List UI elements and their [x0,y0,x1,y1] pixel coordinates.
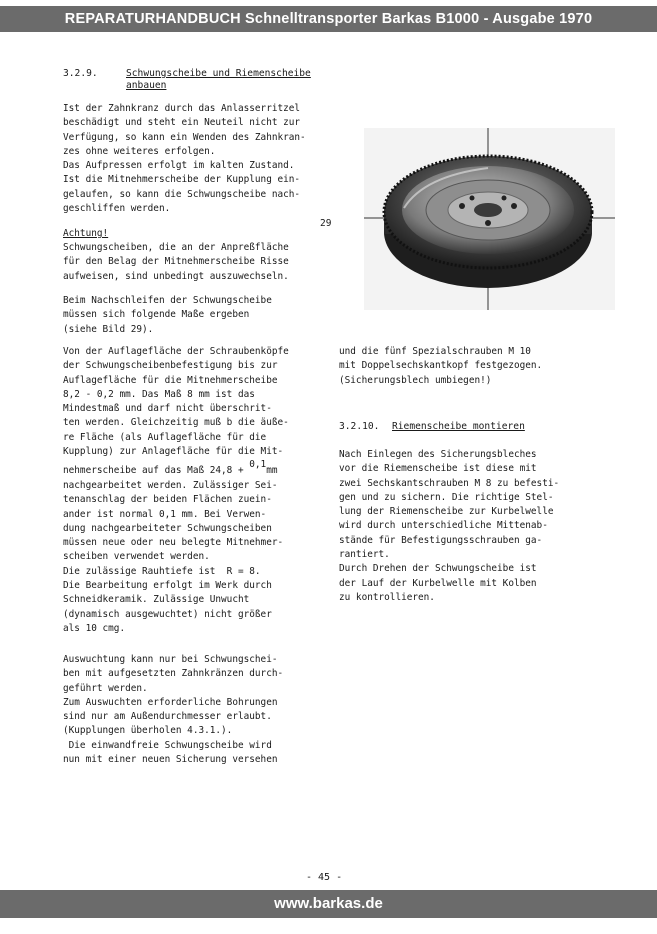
paragraph-masse-cont: nachgearbeitet werden. Zulässiger Sei- tenanschlag der beiden Flächen zuein- ander ist normal 0,1 mm. Bei Verwen- dung nachgearbeiteter Schwungscheiben müssen neue oder neu belegte Mitnehmer- scheiben verwendet werden. Die zulässige Rauhtiefe ist R = 8. Die Bearbeitung erfolgt im Werk durch Schneidkeramik. Zulässige Unwucht (dynamisch ausgewuchtet) nicht größer als 10 cmg. [63,480,284,634]
paragraph-zahnkranz: Ist der Zahnkranz durch das Anlasserritzel beschädigt und steht ein Neuteil nicht zur Verfügung, so kann ein Wenden des Zahnkran- zes ohne weiteres erfolgen. Das Aufpressen erfolgt im kalten Zustand. Ist die Mitnehmerscheibe der Kupplung ein- gelaufen, so kann die Schwungscheibe nach- geschliffen werden. [63,103,306,215]
header-banner [0,6,657,32]
section-title-3210: Riemenscheibe montieren [392,421,525,432]
section-number-3210: 3.2.10. [339,421,380,432]
page-number: - 45 - [306,872,343,883]
paragraph-nachschleifen: Beim Nachschleifen der Schwungscheibe müssen sich folgende Maße ergeben (siehe Bild 29). [63,295,272,335]
formula-text: nehmerscheibe auf das Maß 24,8 + [63,465,250,476]
footer-url[interactable]: www.barkas.de [274,895,383,912]
formula-unit: mm [266,465,278,476]
figure-number: 29 [320,218,332,229]
header-title: REPARATURHANDBUCH Schnelltransporter Barkas B1000 - Ausgabe 1970 [64,11,593,27]
paragraph-schrauben: und die fünf Spezialschrauben M 10 mit Doppelsechskantkopf festgezogen. (Sicherungsblech umbiegen!) [339,346,543,386]
warning-label: Achtung! [63,228,109,239]
paragraph-riemenscheibe: Nach Einlegen des Sicherungsbleches vor die Riemenscheibe ist diese mit zwei Sechskantschrauben M 8 zu befesti- gen und zu sichern. Die richtige Stel- lung der Riemenscheibe zur Kurbelwelle wird durch unterschiedliche Mittenab- stände für Befestigungsschrauben ga- rantiert. Durch Drehen der Schwungscheibe ist der Lauf der Kurbelwelle mit Kolben zu kontrollieren. [339,449,560,603]
flywheel-photo [364,128,615,310]
formula-tolerance: 0,1 [249,459,267,470]
section-number-329: 3.2.9. [63,68,98,79]
section-title-329-line2: anbauen [126,80,167,91]
footer-banner [0,890,657,918]
paragraph-auswuchtung: Auswuchtung kann nur bei Schwungschei- ben mit aufgesetzten Zahnkränzen durch- geführt werden. Zum Auswuchten erforderliche Bohrungen sind nur am Außendurchmesser erlaubt. (Kupplungen überholen 4.3.1.). Die einwandfreie Schwungscheibe wird nun mit einer neuen Sicherung versehen [63,654,284,766]
paragraph-masse: Von der Auflagefläche der Schraubenköpfe der Schwungscheibenbefestigung bis zur Auflagefläche für die Mitnehmerscheibe 8,2 - 0,2 mm. Das Maß 8 mm ist das Mindestmaß und darf nicht überschrit- ten werden. Gleichzeitig muß b die äuße- re Fläche (als Auflagefläche für die Kupplung) zur Anlagefläche für die Mit- [63,346,289,458]
section-title-329-line1: Schwungscheibe und Riemenscheibe [126,68,311,79]
paragraph-warning: Schwungscheiben, die an der Anpreßfläche für den Belag der Mitnehmerscheibe Risse aufweisen, sind unbedingt auszuwechseln. [63,242,289,282]
paragraph-masse-formula [63,459,278,478]
